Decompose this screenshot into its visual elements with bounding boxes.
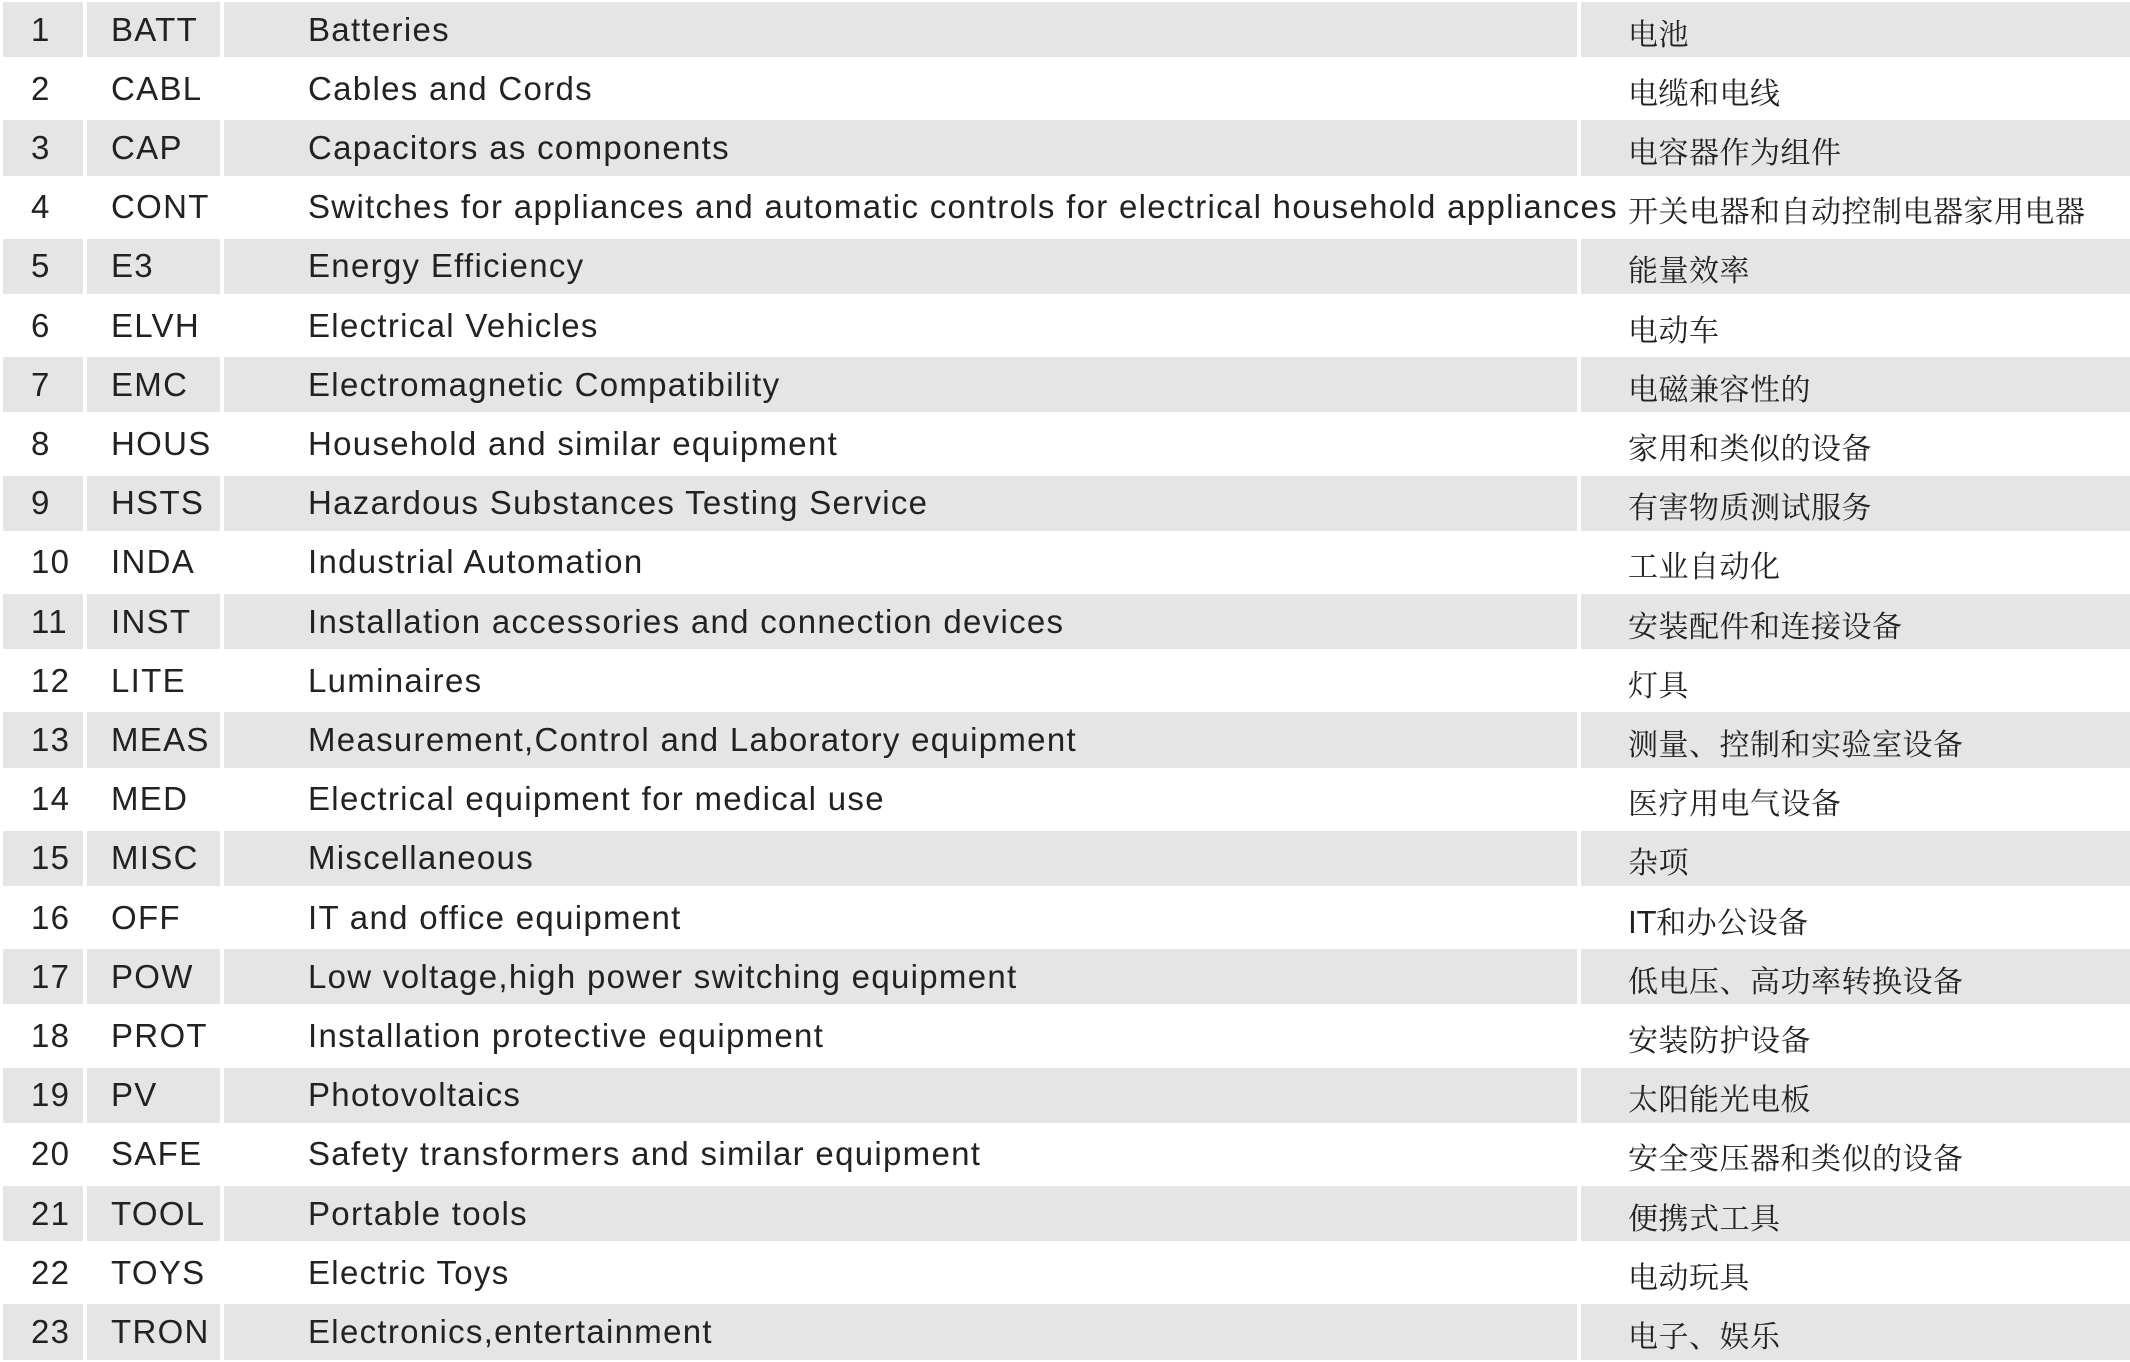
- category-code-cell: HOUS: [111, 424, 212, 462]
- category-chinese-cell: 便携式工具: [1581, 1186, 2130, 1241]
- category-chinese-cell: IT和办公设备: [1628, 905, 1809, 941]
- category-chinese-cell: 工业自动化: [1628, 550, 1781, 586]
- row-number-cell: 23: [3, 1304, 83, 1359]
- category-description-cell: IT and office equipment: [308, 898, 682, 936]
- category-description-cell: Electronics,entertainment: [224, 1304, 1577, 1359]
- table-row: [0, 296, 2130, 355]
- category-description-cell: Household and similar equipment: [308, 424, 839, 462]
- category-description-cell: Installation accessories and connection devices: [224, 594, 1577, 649]
- category-code-cell: TRON: [87, 1304, 220, 1359]
- category-code-cell: ELVH: [111, 306, 200, 344]
- category-description-cell: Safety transformers and similar equipment: [308, 1135, 982, 1173]
- category-chinese-cell: 电子、娱乐: [1581, 1304, 2130, 1359]
- category-description-cell: Electrical Vehicles: [308, 306, 599, 344]
- table-row: [0, 1184, 2130, 1243]
- row-number-cell: 5: [3, 239, 83, 294]
- category-chinese-cell: 有害物质测试服务: [1581, 476, 2130, 531]
- category-chinese-cell: 电池: [1581, 2, 2130, 57]
- category-chinese-cell: 电缆和电线: [1628, 76, 1781, 112]
- table-row: [0, 710, 2130, 769]
- row-number-cell: 18: [31, 1016, 71, 1054]
- category-chinese-cell: 电动车: [1628, 313, 1720, 349]
- table-row: [0, 1066, 2130, 1125]
- row-number-cell: 13: [3, 712, 83, 767]
- table-row: [0, 770, 2130, 829]
- category-description-cell: Miscellaneous: [224, 831, 1577, 886]
- table-row: [0, 59, 2130, 118]
- row-number-cell: 3: [3, 120, 83, 175]
- category-code-cell: BATT: [87, 2, 220, 57]
- category-code-cell: E3: [87, 239, 220, 294]
- category-description-cell: Electric Toys: [308, 1253, 510, 1291]
- category-code-cell: TOOL: [87, 1186, 220, 1241]
- row-number-cell: 7: [3, 357, 83, 412]
- category-chinese-cell: 低电压、高功率转换设备: [1581, 949, 2130, 1004]
- category-description-cell: Measurement,Control and Laboratory equipment: [224, 712, 1577, 767]
- category-code-cell: EMC: [87, 357, 220, 412]
- category-description-cell: Hazardous Substances Testing Service: [224, 476, 1577, 531]
- category-chinese-cell: 家用和类似的设备: [1628, 431, 1872, 467]
- table-row: [0, 1125, 2130, 1184]
- table-row: [0, 829, 2130, 888]
- table-row: [0, 888, 2130, 947]
- row-number-cell: 8: [31, 424, 51, 462]
- category-chinese-cell: 能量效率: [1581, 239, 2130, 294]
- row-number-cell: 10: [31, 543, 71, 581]
- category-chinese-cell: 灯具: [1628, 668, 1689, 704]
- row-number-cell: 2: [31, 69, 51, 107]
- category-code-cell: PV: [87, 1068, 220, 1123]
- category-description-cell: Portable tools: [224, 1186, 1577, 1241]
- row-number-cell: 4: [31, 188, 51, 226]
- row-number-cell: 17: [3, 949, 83, 1004]
- category-chinese-cell: 医疗用电气设备: [1628, 787, 1842, 823]
- category-code-cell: CABL: [111, 69, 203, 107]
- table-row: [0, 533, 2130, 592]
- category-description-cell: Photovoltaics: [224, 1068, 1577, 1123]
- row-number-cell: 14: [31, 780, 71, 818]
- row-number-cell: 22: [31, 1253, 71, 1291]
- category-code-cell: CAP: [87, 120, 220, 175]
- category-chinese-cell: 电容器作为组件: [1581, 120, 2130, 175]
- category-code-cell: INST: [87, 594, 220, 649]
- table-row: [0, 592, 2130, 651]
- category-chinese-cell: 杂项: [1581, 831, 2130, 886]
- table-row: [0, 474, 2130, 533]
- category-description-cell: Batteries: [224, 2, 1577, 57]
- category-description-cell: Cables and Cords: [308, 69, 593, 107]
- row-number-cell: 9: [3, 476, 83, 531]
- row-number-cell: 20: [31, 1135, 71, 1173]
- category-chinese-cell: 太阳能光电板: [1581, 1068, 2130, 1123]
- row-number-cell: 1: [3, 2, 83, 57]
- category-code-cell: OFF: [111, 898, 181, 936]
- category-chinese-cell: 安全变压器和类似的设备: [1628, 1142, 1964, 1178]
- row-number-cell: 6: [31, 306, 51, 344]
- category-description-cell: Low voltage,high power switching equipment: [224, 949, 1577, 1004]
- category-description-cell: Energy Efficiency: [224, 239, 1577, 294]
- category-code-cell: POW: [87, 949, 220, 1004]
- table-row: [0, 414, 2130, 473]
- category-chinese-cell: 开关电器和自动控制电器家用电器: [1628, 195, 2086, 231]
- category-chinese-cell: 电动玩具: [1628, 1260, 1750, 1296]
- category-code-cell: PROT: [111, 1016, 208, 1054]
- row-number-cell: 12: [31, 661, 71, 699]
- table-row: [0, 0, 2130, 59]
- category-chinese-cell: 安装配件和连接设备: [1581, 594, 2130, 649]
- table-row: [0, 355, 2130, 414]
- table-row: [0, 178, 2130, 237]
- category-code-cell: TOYS: [111, 1253, 206, 1291]
- category-chinese-cell: 电磁兼容性的: [1581, 357, 2130, 412]
- table-row: [0, 651, 2130, 710]
- category-code-cell: MEAS: [87, 712, 220, 767]
- category-code-cell: SAFE: [111, 1135, 203, 1173]
- category-chinese-cell: 安装防护设备: [1628, 1023, 1811, 1059]
- category-code-cell: MISC: [87, 831, 220, 886]
- category-description-cell: Installation protective equipment: [308, 1016, 825, 1054]
- category-description-cell: Electromagnetic Compatibility: [224, 357, 1577, 412]
- table-row: [0, 947, 2130, 1006]
- category-code-cell: CONT: [111, 188, 210, 226]
- table-row: [0, 1302, 2130, 1361]
- table-row: [0, 237, 2130, 296]
- row-number-cell: 21: [3, 1186, 83, 1241]
- table-row: [0, 1243, 2130, 1302]
- table-row: [0, 118, 2130, 177]
- category-description-cell: Switches for appliances and automatic controls for electrical household appliances: [308, 188, 1618, 226]
- row-number-cell: 15: [3, 831, 83, 886]
- category-code-cell: INDA: [111, 543, 196, 581]
- category-description-cell: Capacitors as components: [224, 120, 1577, 175]
- table-row: [0, 1006, 2130, 1065]
- row-number-cell: 16: [31, 898, 71, 936]
- category-code-cell: HSTS: [87, 476, 220, 531]
- category-description-cell: Luminaires: [308, 661, 483, 699]
- category-description-cell: Electrical equipment for medical use: [308, 780, 885, 818]
- category-code-cell: LITE: [111, 661, 186, 699]
- category-description-cell: Industrial Automation: [308, 543, 644, 581]
- row-number-cell: 19: [3, 1068, 83, 1123]
- row-number-cell: 11: [3, 594, 83, 649]
- category-code-cell: MED: [111, 780, 189, 818]
- category-chinese-cell: 测量、控制和实验室设备: [1581, 712, 2130, 767]
